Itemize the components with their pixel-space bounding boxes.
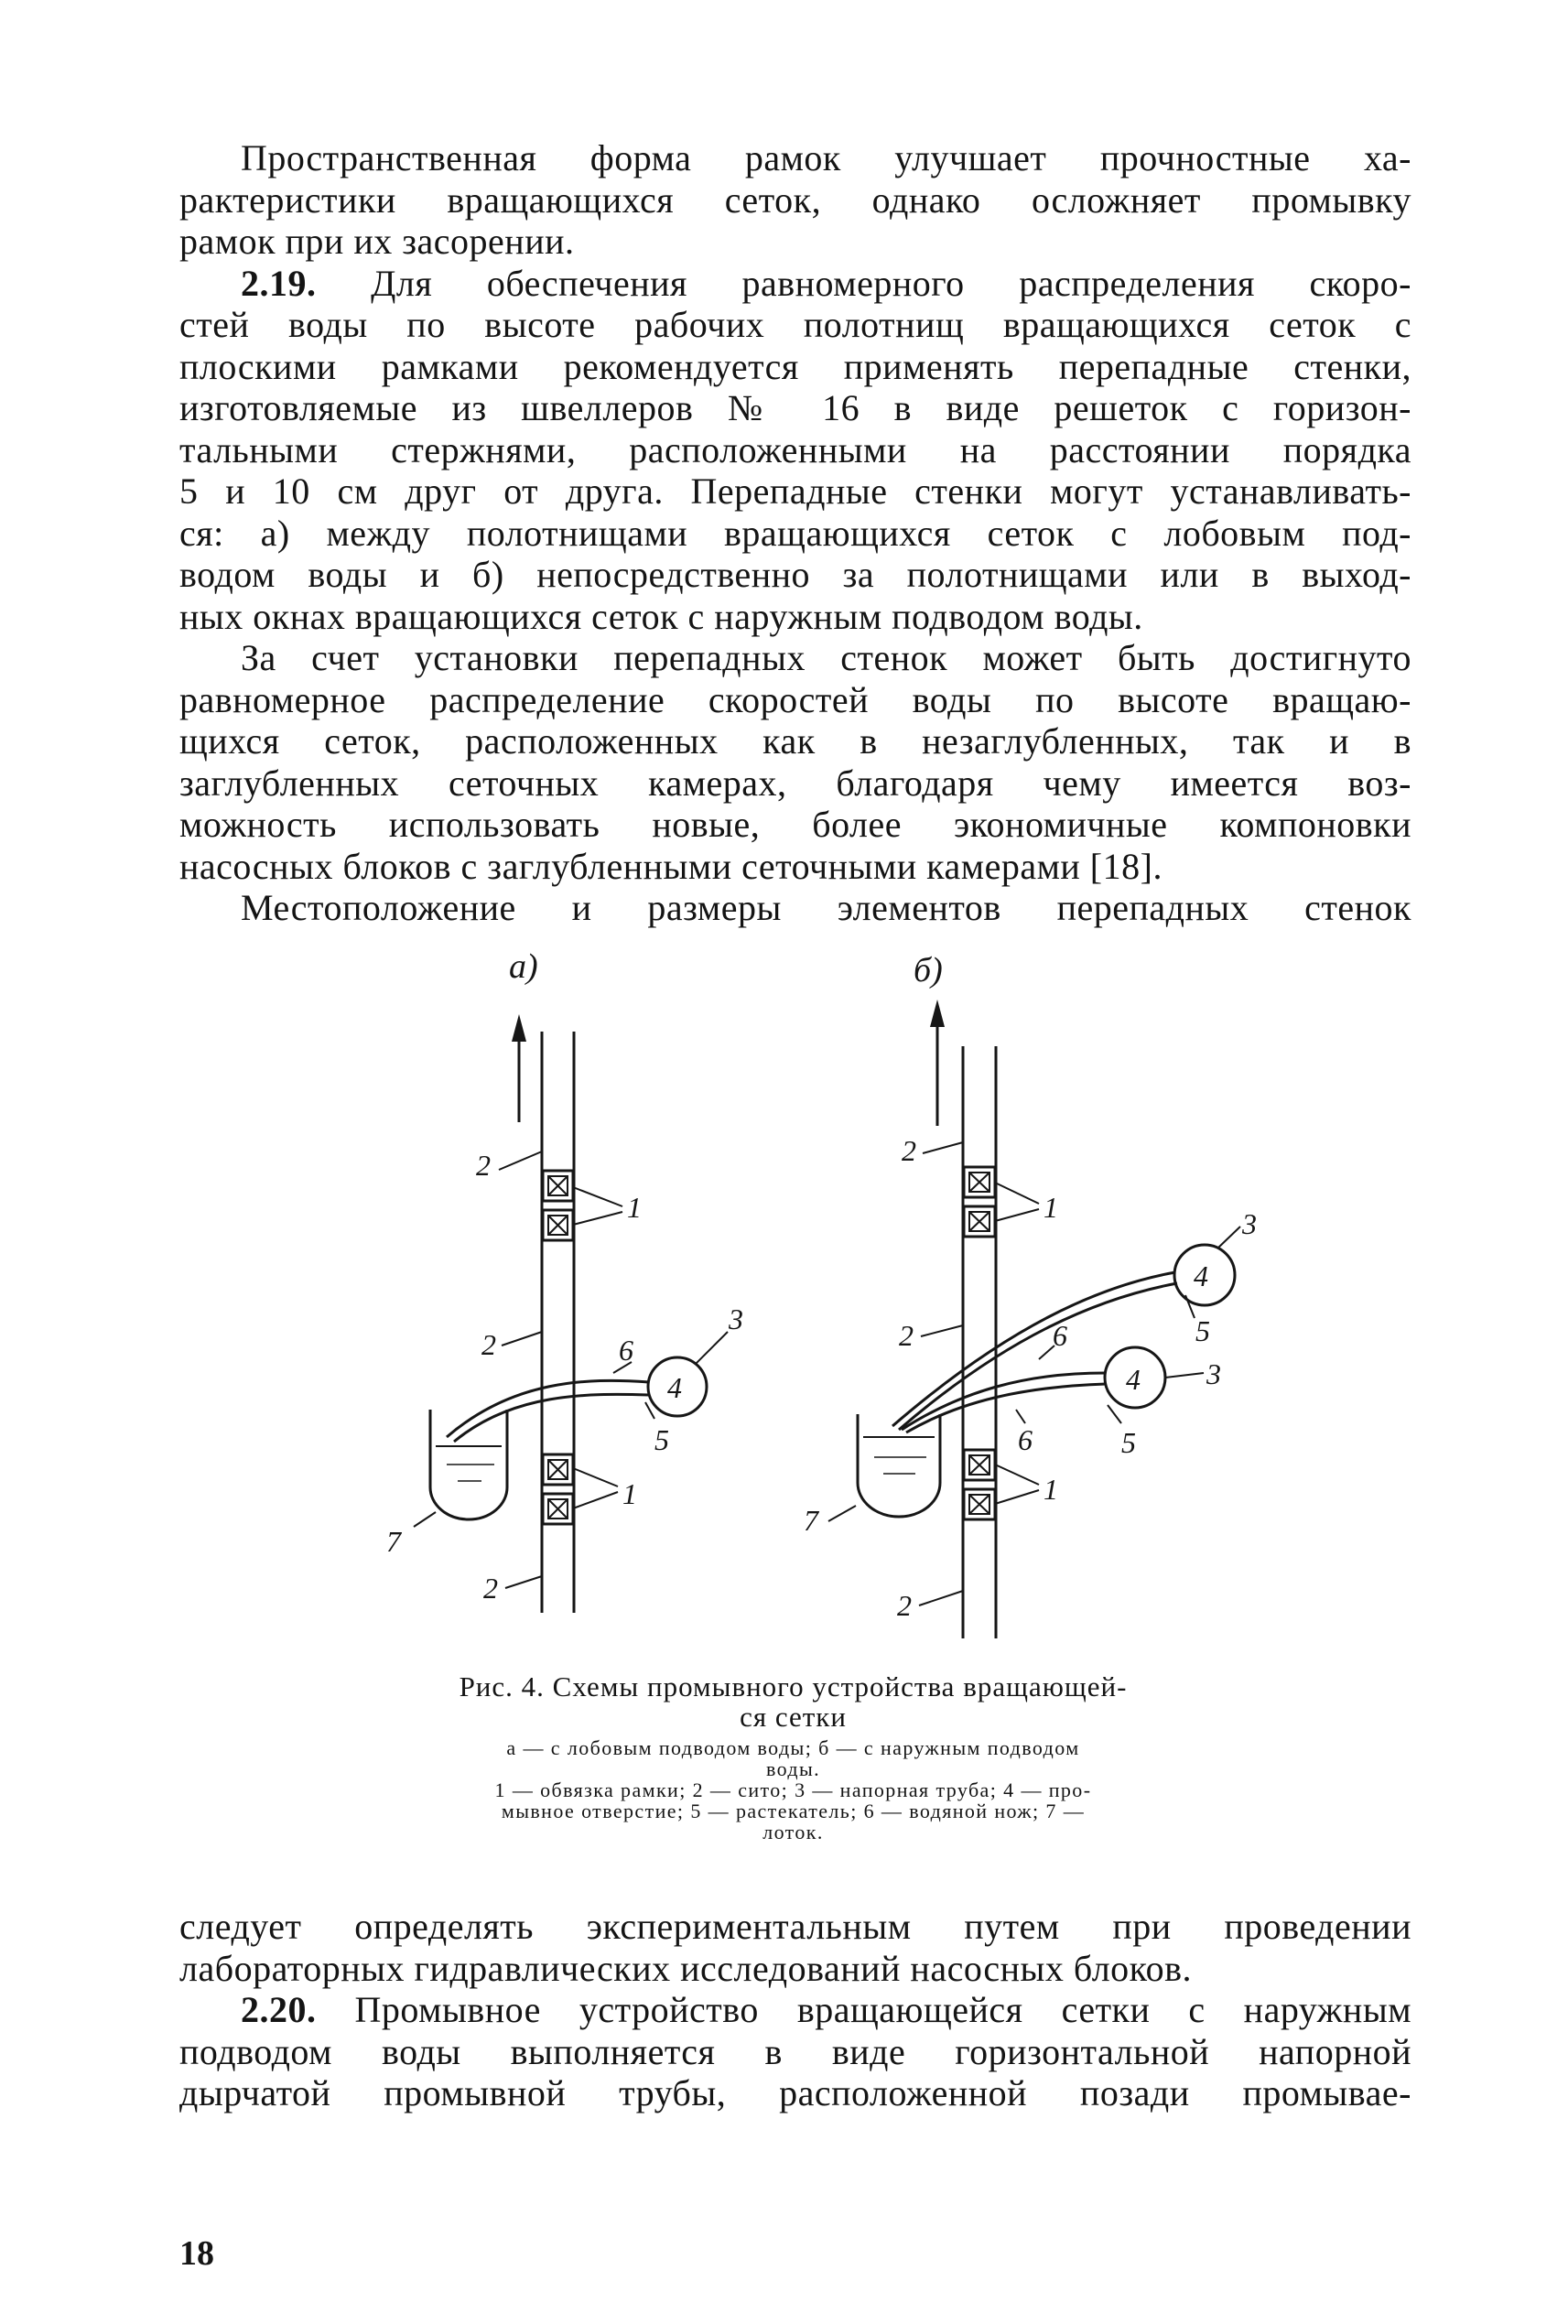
text-line: следует определять экспериментальным путем при проведении bbox=[179, 1906, 1411, 1947]
label-6-b-lower: 6 bbox=[1018, 1423, 1033, 1456]
label-5-a: 5 bbox=[654, 1423, 669, 1456]
label-1-lower-a: 1 bbox=[622, 1477, 637, 1510]
label-1-lower-b: 1 bbox=[1044, 1473, 1058, 1506]
text-line: заглубленных сеточных камерах, благодаря чему имеется воз- bbox=[179, 762, 1411, 804]
text-line: рактеристики вращающихся сеток, однако осложняет промывку bbox=[179, 178, 1411, 221]
text-line: тальными стержнями, расположенными на расстоянии порядка bbox=[179, 428, 1411, 470]
frame-box-b-3 bbox=[964, 1450, 995, 1480]
caption-subtitle-line: воды. bbox=[765, 1757, 821, 1780]
text-line: насосных блоков с заглубленными сеточными камерами [18]. bbox=[179, 845, 1162, 887]
label-6-b-upper: 6 bbox=[1053, 1319, 1067, 1352]
caption-title-line: ся сетки bbox=[740, 1701, 847, 1733]
text-line: равномерное распределение скоростей воды по высоте вращаю- bbox=[179, 678, 1411, 720]
frame-box-a-1 bbox=[543, 1171, 573, 1201]
caption-legend-line: лоток. bbox=[762, 1821, 824, 1843]
caption-legend-line: 1 — обвязка рамки; 2 — сито; 3 — напорная труба; 4 — про- bbox=[494, 1778, 1092, 1801]
text-line: плоскими рамками рекомендуется применять перепадные стенки, bbox=[179, 345, 1411, 387]
caption-title-line: Рис. 4. Схемы промывного устройства вращающей- bbox=[459, 1670, 1128, 1702]
text-line: изготовляемые из швеллеров № 16 в виде решеток с горизон- bbox=[179, 387, 1411, 428]
arrow-head-b bbox=[930, 1000, 945, 1027]
arrow-head-a bbox=[512, 1014, 526, 1042]
water-knife-a-top bbox=[447, 1380, 649, 1437]
caption-subtitle-line: а — с лобовым подводом воды; б — с наружным подводом bbox=[506, 1736, 1080, 1759]
paragraph-2-20-first-line bbox=[179, 1989, 1411, 2031]
text-line: водом воды и б) непосредственно за полотнищами или в выход- bbox=[179, 554, 1411, 595]
text-line: щихся сеток, расположенных как в незаглубленных, так и в bbox=[179, 720, 1411, 762]
label-4-a: 4 bbox=[667, 1371, 682, 1404]
section-number: 2.19. bbox=[241, 262, 317, 304]
water-knife-a-bottom bbox=[454, 1394, 649, 1442]
frame-box-a-4 bbox=[543, 1494, 573, 1524]
diagram-b bbox=[804, 951, 1257, 1638]
frame-box-b-1 bbox=[964, 1167, 995, 1197]
label-5-b-lower: 5 bbox=[1121, 1426, 1136, 1459]
label-2-mid-b: 2 bbox=[899, 1319, 914, 1352]
text-line: ных окнах вращающихся сеток с наружным подводом воды. bbox=[179, 595, 1143, 637]
label-1-upper-b: 1 bbox=[1044, 1191, 1058, 1224]
text-line: дырчатой промывной трубы, расположенной позади промывае- bbox=[179, 2072, 1411, 2113]
figure-caption bbox=[370, 1671, 1217, 1843]
frame-box-a-2 bbox=[543, 1210, 573, 1240]
label-3-a: 3 bbox=[729, 1303, 743, 1335]
text-line: Местоположение и размеры элементов перепадных стенок bbox=[241, 887, 1411, 928]
label-1-upper-a: 1 bbox=[627, 1191, 642, 1224]
label-b: б) bbox=[914, 951, 943, 989]
bottom-text bbox=[179, 1906, 1411, 2114]
label-6-a: 6 bbox=[619, 1334, 633, 1367]
frame-box-b-4 bbox=[964, 1489, 995, 1519]
label-7-b: 7 bbox=[804, 1504, 818, 1537]
page-number: 18 bbox=[179, 2234, 214, 2273]
frame-box-a-3 bbox=[543, 1454, 573, 1485]
text-line: За счет установки перепадных стенок может быть достигнуто bbox=[241, 637, 1411, 678]
label-2-bottom-a: 2 bbox=[483, 1572, 498, 1605]
frame-box-b-2 bbox=[964, 1206, 995, 1237]
label-2-top-a: 2 bbox=[476, 1149, 491, 1182]
caption-legend-line: мывное отверстие; 5 — растекатель; 6 — водяной нож; 7 — bbox=[501, 1800, 1086, 1822]
text-line: подводом воды выполняется в виде горизонтальной напорной bbox=[179, 2030, 1411, 2072]
label-7-a: 7 bbox=[386, 1525, 401, 1558]
label-3-b-lower: 3 bbox=[1206, 1357, 1221, 1390]
text-line: можность использовать новые, более экономичные компоновки bbox=[179, 804, 1411, 845]
label-2-mid-a: 2 bbox=[481, 1328, 496, 1361]
text-line: лабораторных гидравлических исследований насосных блоков. bbox=[179, 1947, 1192, 1989]
label-2-top-b: 2 bbox=[902, 1134, 916, 1167]
section-number: 2.20. bbox=[241, 1989, 317, 2030]
label-4-b-lower: 4 bbox=[1126, 1363, 1141, 1396]
text-line: Промывное устройство вращающейся сетки с наружным bbox=[354, 1989, 1411, 2030]
label-2-bottom-b: 2 bbox=[897, 1589, 912, 1622]
text-line: 5 и 10 см друг от друга. Перепадные стенки могут устанавливать- bbox=[179, 470, 1411, 512]
label-a: а) bbox=[509, 947, 538, 986]
text-line: стей воды по высоте рабочих полотнищ вращающихся сеток с bbox=[179, 304, 1411, 345]
text-line: Для обеспечения равномерного распределения скоро- bbox=[371, 262, 1411, 304]
diagram-a bbox=[386, 947, 743, 1613]
text-line: ся: а) между полотнищами вращающихся сеток с лобовым под- bbox=[179, 512, 1411, 554]
label-5-b-upper: 5 bbox=[1195, 1314, 1210, 1347]
label-3-b-upper: 3 bbox=[1242, 1207, 1257, 1240]
text-line: рамок при их засорении. bbox=[179, 221, 575, 262]
text-line: Пространственная форма рамок улучшает прочностные ха- bbox=[241, 137, 1411, 178]
label-4-b-upper: 4 bbox=[1194, 1259, 1208, 1292]
